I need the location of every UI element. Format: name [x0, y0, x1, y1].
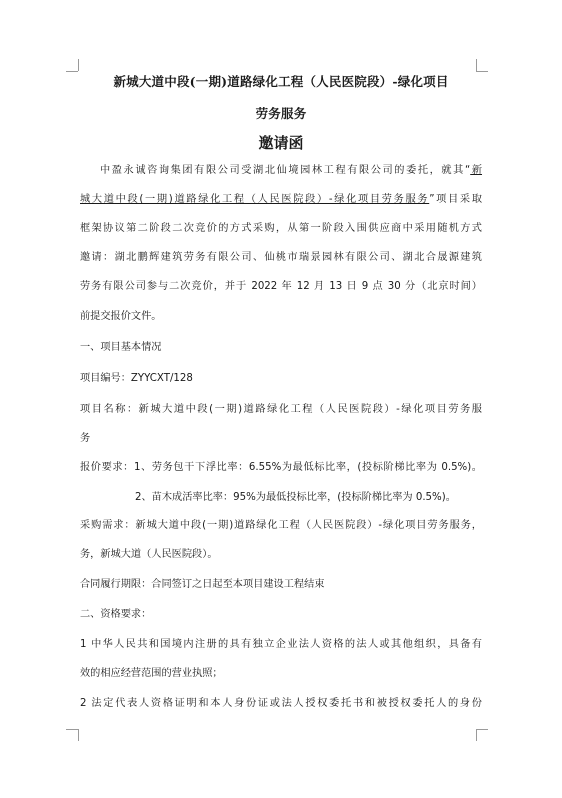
section-1-heading: 一、项目基本情况	[80, 342, 162, 353]
document-title-line-2: 劳务服务	[255, 106, 307, 121]
crop-mark-top-left	[78, 59, 79, 71]
quote-requirement-1: 报价要求：1、劳务包干下浮比率：6.55%为最低标比率，(投标阶梯比率为 0.5%)。	[80, 462, 482, 473]
intro-line-4: 邀请：湖北鹏辉建筑劳务有限公司、仙桃市瑞景园林有限公司、湖北合晟源建筑	[80, 252, 482, 263]
crop-mark-top-right	[476, 59, 477, 71]
crop-mark-bottom-right	[476, 729, 488, 730]
crop-mark-bottom-left	[66, 729, 78, 730]
intro-line-3: 框架协议第二阶段二次竞价的方式采购，从第一阶段入围供应商中采用随机方式	[80, 223, 482, 234]
intro-line-2	[80, 193, 482, 207]
crop-mark-bottom-right	[476, 729, 477, 741]
purchase-demand-line-1: 采购需求：新城大道中段(一期)道路绿化工程（人民医院段）-绿化项目劳务服务，	[80, 520, 482, 531]
intro-text: ”项目采取	[429, 194, 482, 205]
document-title-line-1: 新城大道中段(一期)道路绿化工程（人民医院段）-绿化项目	[113, 74, 449, 89]
project-name-link: 城大道中段(一期)道路绿化工程（人民医院段）-绿化项目劳务服务	[80, 194, 430, 205]
intro-line-5: 劳务有限公司参与二次竞价，并于 2022 年 12 月 13 日 9 点 30 分（北京时间）	[80, 281, 482, 292]
project-name-link: 新	[470, 165, 483, 176]
project-number: 项目编号：ZYYCXT/128	[80, 373, 193, 384]
project-name-line-1: 项目名称：新城大道中段(一期)道路绿化工程（人民医院段）-绿化项目劳务服	[80, 404, 482, 415]
qualification-2-line-1: 2 法定代表人资格证明和本人身份证或法人授权委托书和被授权委托人的身份	[80, 698, 482, 709]
intro-line-1	[80, 164, 482, 178]
contract-period: 合同履行期限：合同签订之日起至本项目建设工程结束	[80, 579, 325, 590]
qualification-1-line-2: 效的相应经营范围的营业执照；	[80, 668, 223, 679]
purchase-demand-line-2: 务，新城大道（人民医院段）。	[80, 549, 218, 560]
section-2-heading: 二、资格要求：	[80, 609, 152, 620]
quote-requirement-2: 2、苗木成活率比率：95%为最低投标比率，(投标阶梯比率为 0.5%)。	[135, 492, 456, 503]
intro-line-6: 前提交报价文件。	[80, 311, 162, 322]
intro-text: 中盈永诚咨询集团有限公司受湖北仙境园林工程有限公司的委托，就其“	[100, 165, 471, 176]
qualification-1-line-1: 1 中华人民共和国境内注册的具有独立企业法人资格的法人或其他组织，具备有	[80, 639, 482, 650]
crop-mark-bottom-left	[78, 729, 79, 741]
crop-mark-top-left	[66, 71, 78, 72]
project-name-line-2: 务	[80, 433, 91, 444]
document-subtitle: 邀请函	[258, 134, 304, 152]
